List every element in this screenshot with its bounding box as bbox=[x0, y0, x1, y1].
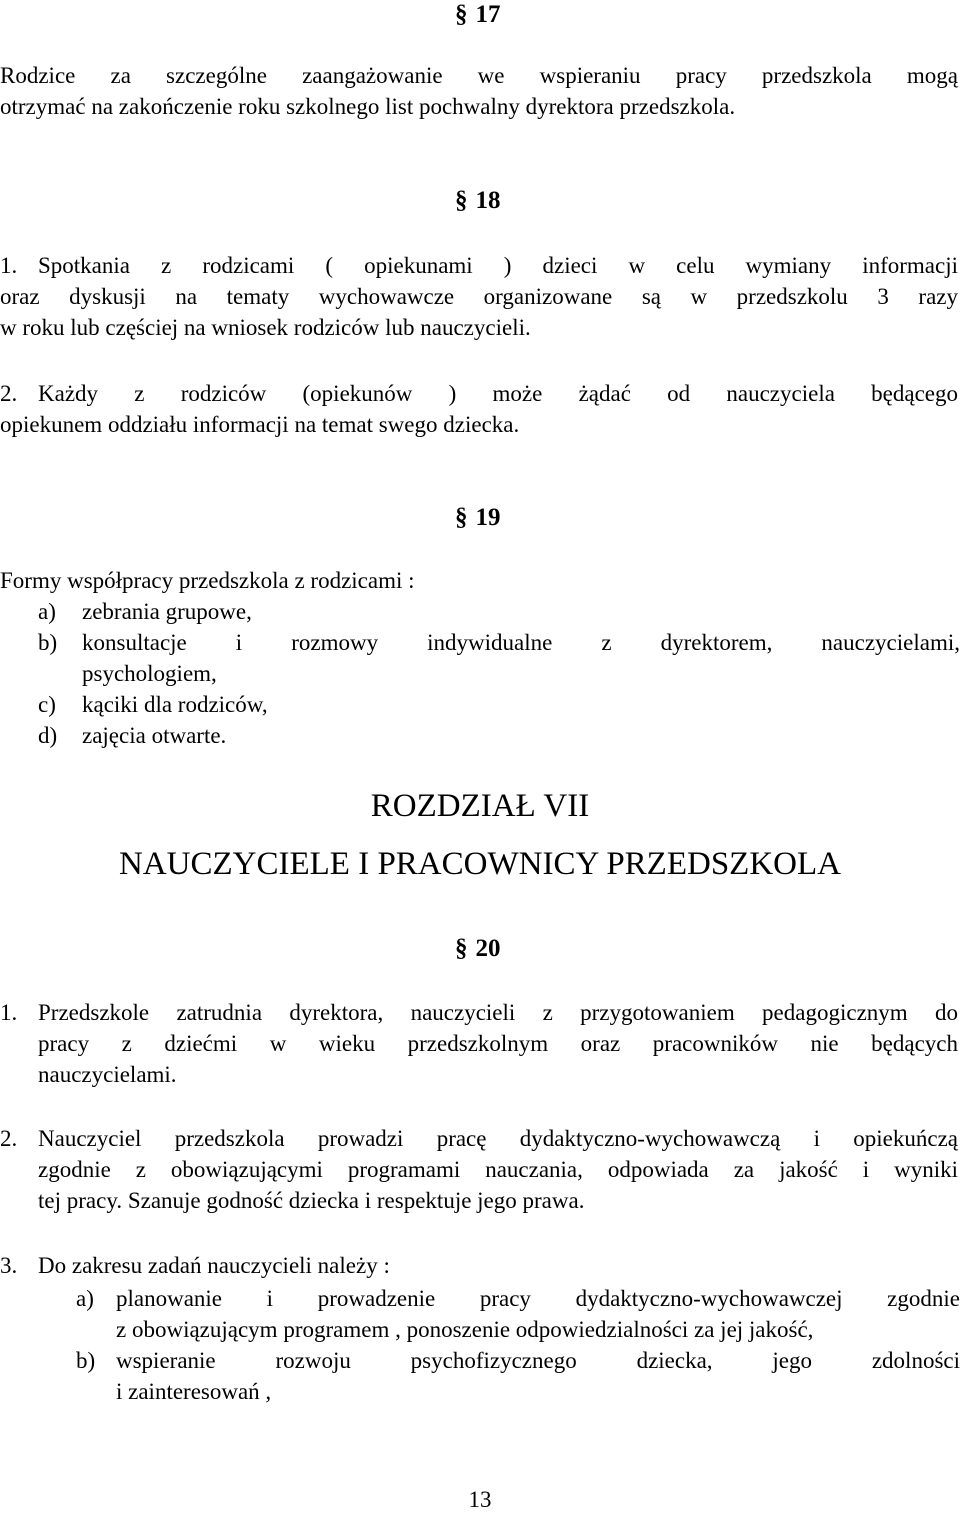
item-number: 2. bbox=[0, 381, 18, 406]
section-heading-17 bbox=[455, 0, 501, 30]
text-line: Każdy z rodziców (opiekunów ) może żądać od nauczyciela będącego bbox=[38, 381, 958, 406]
paragraph-19-intro bbox=[0, 565, 958, 596]
section-symbol: § bbox=[455, 1, 468, 28]
paragraph-17 bbox=[0, 60, 958, 122]
section-symbol: § bbox=[455, 187, 468, 214]
text-line: Przedszkole zatrudnia dyrektora, nauczycieli z przygotowaniem pedagogicznym do bbox=[38, 1000, 958, 1025]
list-item-18-1-continuation bbox=[0, 281, 958, 343]
item-label: a) bbox=[38, 599, 56, 624]
item-label: c) bbox=[38, 692, 56, 717]
text-line: w roku lub częściej na wniosek rodziców lub nauczycieli. bbox=[0, 315, 531, 340]
item-label: a) bbox=[76, 1286, 94, 1311]
section-heading-18 bbox=[455, 186, 501, 216]
item-label: b) bbox=[38, 630, 58, 655]
text-line: Rodzice za szczególne zaangażowanie we wspieraniu pracy przedszkola mogą bbox=[0, 63, 958, 88]
text-line: zebrania grupowe, bbox=[82, 599, 252, 624]
text-line: Spotkania z rodzicami ( opiekunami ) dzieci w celu wymiany informacji bbox=[38, 253, 958, 278]
section-heading-20 bbox=[455, 934, 501, 964]
text-line: oraz dyskusji na tematy wychowawcze organizowane są w przedszkolu 3 razy bbox=[0, 284, 958, 309]
text-line: wspieranie rozwoju psychofizycznego dziecka, jego zdolności bbox=[116, 1348, 960, 1373]
section-number: 20 bbox=[475, 935, 501, 962]
chapter-subtitle: NAUCZYCIELE I PRACOWNICY PRZEDSZKOLA bbox=[118, 846, 841, 882]
text-line: tej pracy. Szanuje godność dziecka i respektuje jego prawa. bbox=[38, 1188, 585, 1213]
text-line: z obowiązującym programem , ponoszenie odpowiedzialności za jej jakość, bbox=[116, 1317, 814, 1342]
section-symbol: § bbox=[455, 504, 468, 531]
item-label: b) bbox=[76, 1348, 96, 1373]
item-number: 1. bbox=[0, 253, 18, 278]
text-line: Nauczyciel przedszkola prowadzi pracę dydaktyczno-wychowawczą i opiekuńczą bbox=[38, 1126, 958, 1151]
item-label: d) bbox=[38, 723, 58, 748]
text-line: Do zakresu zadań nauczycieli należy : bbox=[38, 1253, 390, 1278]
item-number: 2. bbox=[0, 1126, 18, 1151]
text-line: Formy współpracy przedszkola z rodzicami : bbox=[0, 568, 415, 593]
section-symbol: § bbox=[455, 935, 468, 962]
item-number: 1. bbox=[0, 1000, 18, 1025]
text-line: zajęcia otwarte. bbox=[82, 723, 227, 748]
section-heading-19 bbox=[455, 503, 501, 533]
list-item-18-2-continuation bbox=[0, 409, 958, 440]
section-number: 18 bbox=[475, 187, 501, 214]
text-line: zgodnie z obowiązującymi programami nauczania, odpowiada za jakość i wyniki bbox=[38, 1157, 958, 1182]
text-line: nauczycielami. bbox=[38, 1062, 177, 1087]
text-line: i zainteresowań , bbox=[116, 1379, 272, 1404]
item-number: 3. bbox=[0, 1253, 18, 1278]
text-line: pracy z dziećmi w wieku przedszkolnym oraz pracowników nie będących bbox=[38, 1031, 958, 1056]
text-line: otrzymać na zakończenie roku szkolnego list pochwalny dyrektora przedszkola. bbox=[0, 94, 736, 119]
section-number: 19 bbox=[475, 504, 501, 531]
chapter-title: ROZDZIAŁ VII bbox=[370, 788, 590, 824]
text-line: konsultacje i rozmowy indywidualne z dyrektorem, nauczycielami, bbox=[82, 630, 960, 655]
section-number: 17 bbox=[475, 1, 501, 28]
text-line: psychologiem, bbox=[82, 661, 217, 686]
text-line: opiekunem oddziału informacji na temat swego dziecka. bbox=[0, 412, 520, 437]
page-number: 13 bbox=[468, 1487, 492, 1512]
text-line: kąciki dla rodziców, bbox=[82, 692, 268, 717]
text-line: planowanie i prowadzenie pracy dydaktyczno-wychowawczej zgodnie bbox=[116, 1286, 960, 1311]
